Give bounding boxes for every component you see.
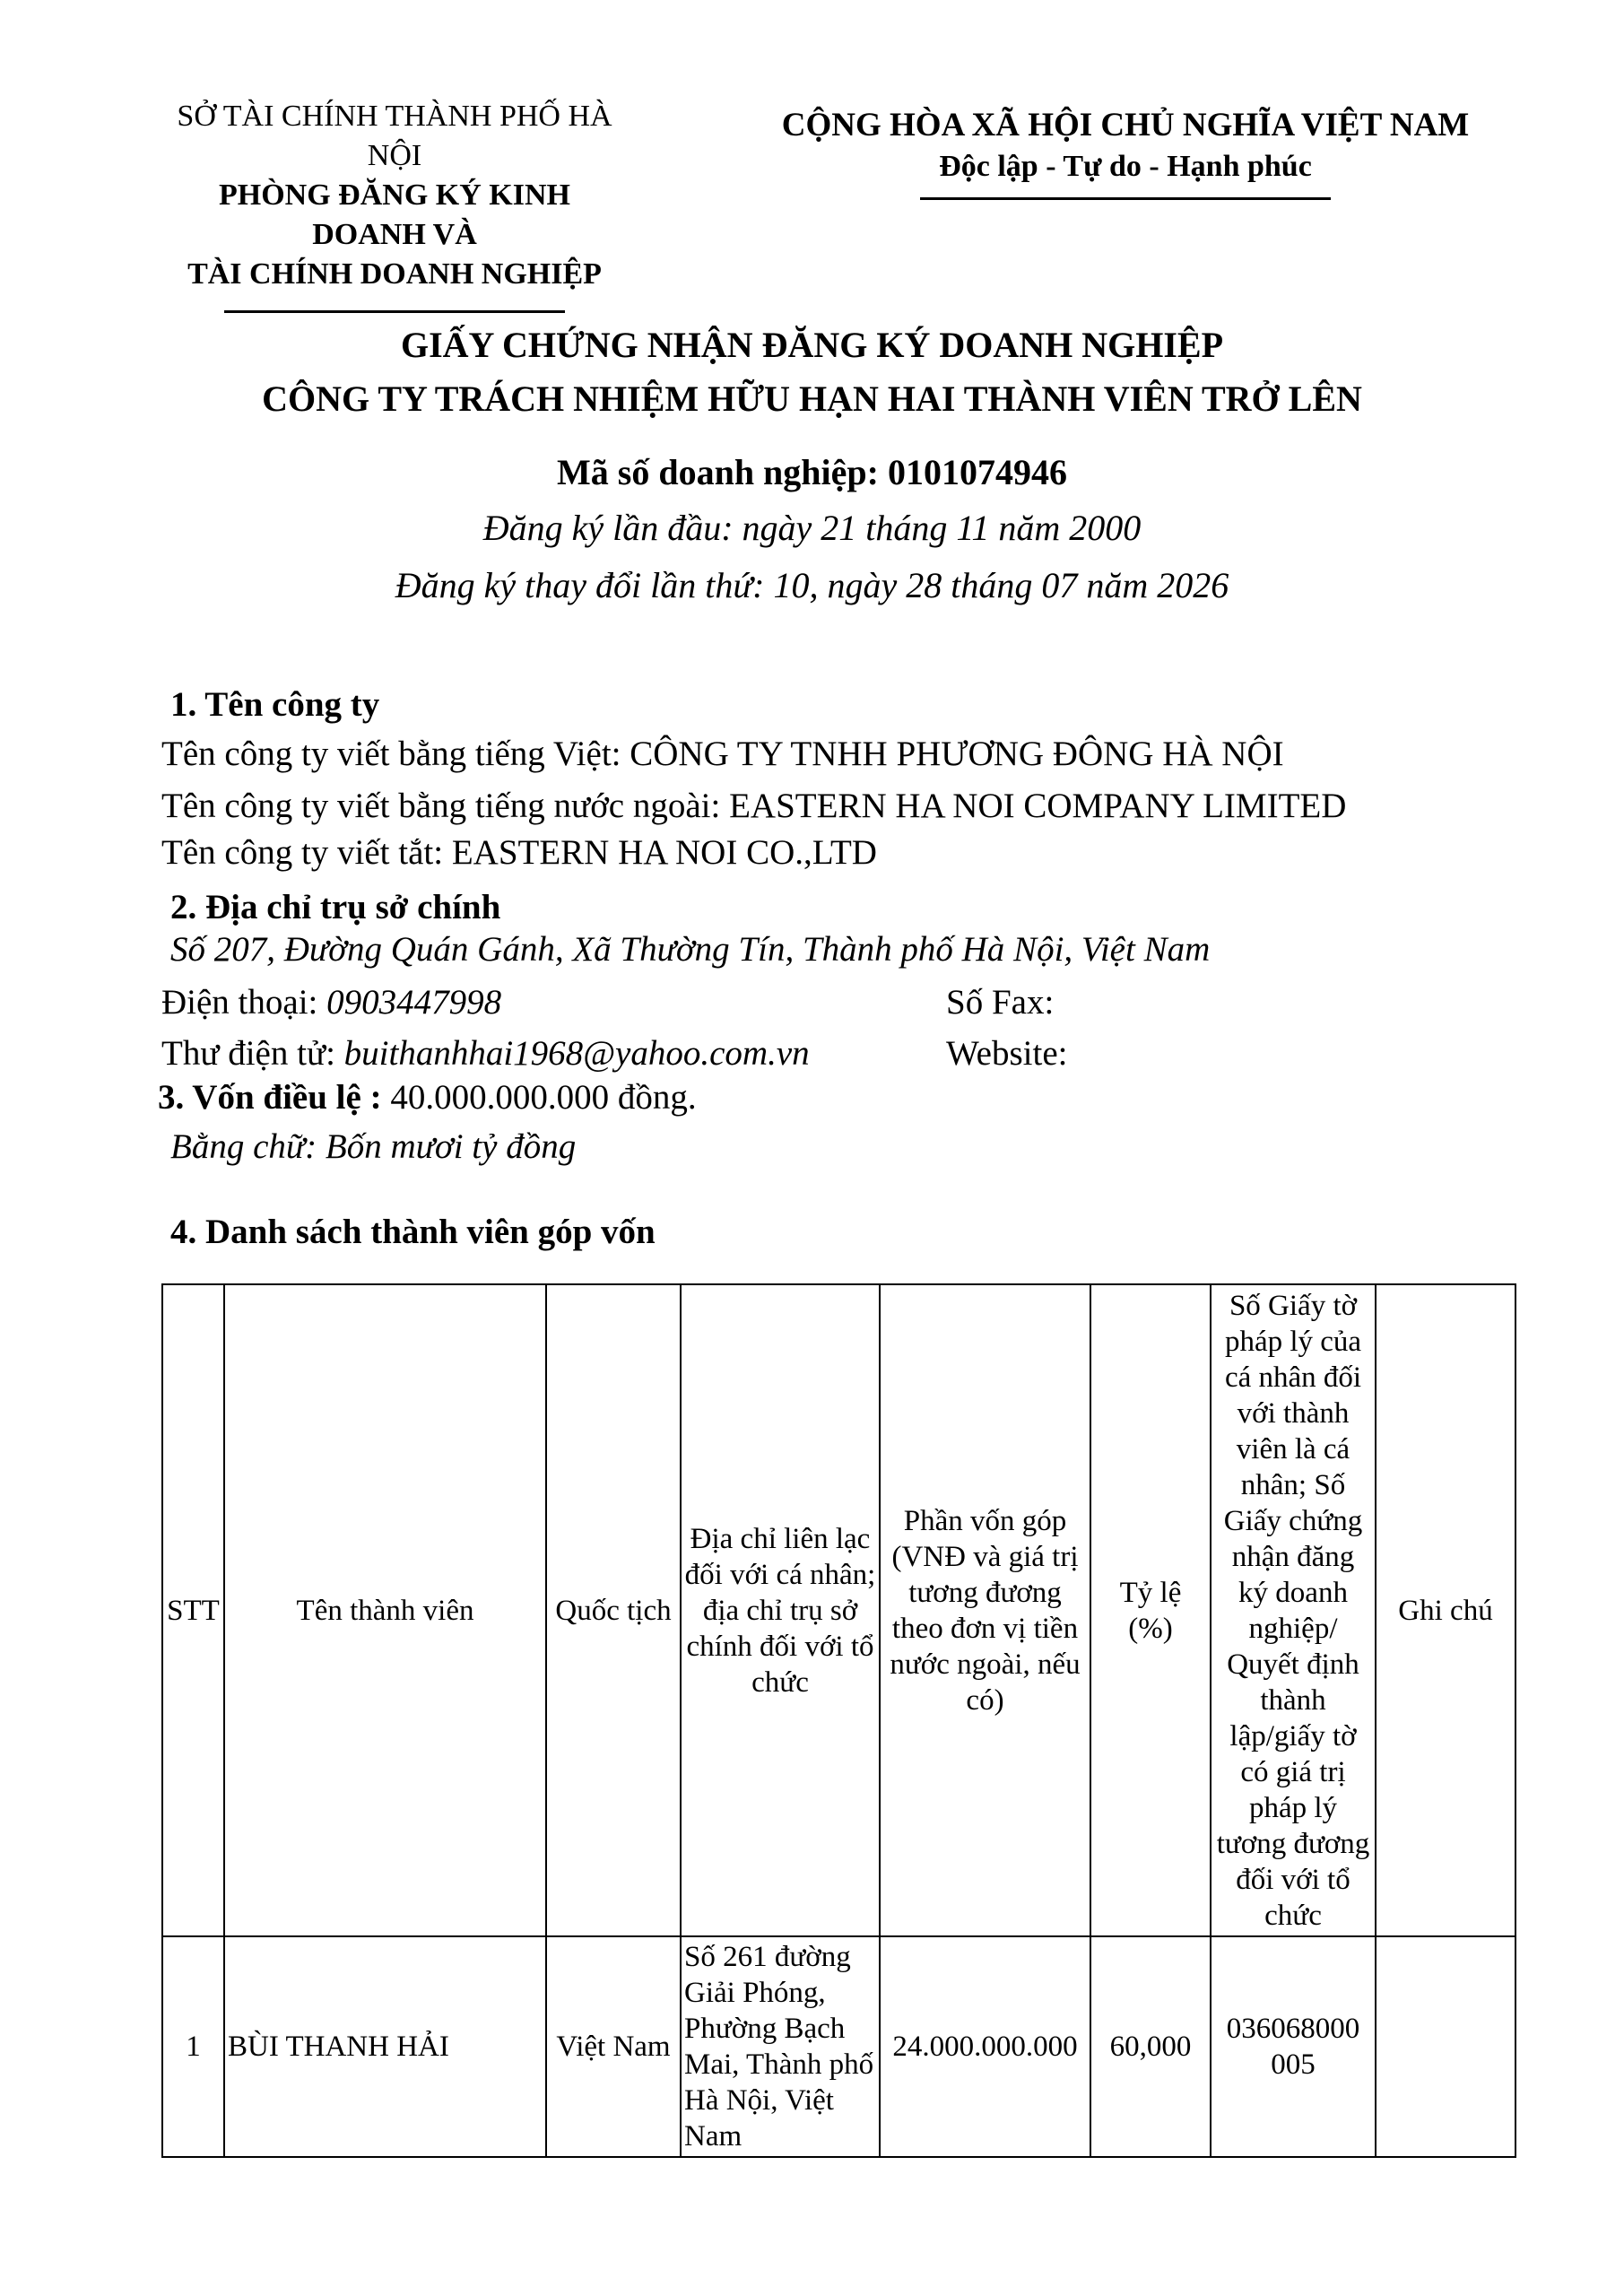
col-header-ratio: Tỷ lệ (%): [1090, 1284, 1211, 1936]
section-company-name-heading: 1. Tên công ty: [170, 685, 380, 724]
col-header-legal-doc: Số Giấy tờ pháp lý của cá nhân đối với thành viên là cá nhân; Số Giấy chứng nhận đăng ký doanh nghiệp/ Quyết định thành lập/giấy tờ có giá trị pháp lý tương đương đối với tổ chức: [1211, 1284, 1376, 1936]
first-registration-date: Đăng ký lần đầu: ngày 21 tháng 11 năm 2000: [482, 508, 1142, 548]
cell-ratio: 60,000: [1090, 1936, 1211, 2157]
authority-department: SỞ TÀI CHÍNH THÀNH PHỐ HÀ NỘI: [177, 100, 612, 172]
enterprise-code: Mã số doanh nghiệp: 0101074946: [557, 452, 1067, 492]
company-name-foreign: Tên công ty viết bằng tiếng nước ngoài: EASTERN HA NOI COMPANY LIMITED: [161, 787, 1347, 825]
cell-address: Số 261 đường Giải Phóng, Phường Bạch Mai, Thành phố Hà Nội, Việt Nam: [681, 1936, 880, 2157]
certificate-title: GIẤY CHỨNG NHẬN ĐĂNG KÝ DOANH NGHIỆP: [400, 325, 1224, 365]
cell-member-name: BÙI THANH HẢI: [224, 1936, 546, 2157]
cell-legal-doc: 036068000 005: [1211, 1936, 1376, 2157]
website-label: Website:: [946, 1034, 1068, 1073]
authority-office-line1: PHÒNG ĐĂNG KÝ KINH DOANH VÀ: [219, 178, 570, 251]
cell-nationality: Việt Nam: [546, 1936, 681, 2157]
section-charter-capital-heading: 3. Vốn điều lệ :: [158, 1078, 382, 1117]
head-office-address: Số 207, Đường Quán Gánh, Xã Thường Tín, Thành phố Hà Nội, Việt Nam: [170, 930, 1211, 969]
cell-stt: 1: [162, 1936, 224, 2157]
charter-capital-in-words: Bằng chữ: Bốn mươi tỷ đồng: [170, 1127, 577, 1166]
charter-capital-amount: 40.000.000.000 đồng.: [390, 1078, 697, 1117]
national-motto-block: [753, 104, 1498, 200]
col-header-note: Ghi chú: [1376, 1284, 1515, 1936]
company-name-short: Tên công ty viết tắt: EASTERN HA NOI CO.,LTD: [161, 833, 877, 872]
email-row: [161, 1031, 810, 1077]
charter-capital-row: [158, 1074, 697, 1121]
phone-row: [161, 979, 501, 1026]
cell-note: [1376, 1936, 1515, 2157]
col-header-address: Địa chỉ liên lạc đối với cá nhân; địa chỉ trụ sở chính đối với tổ chức: [681, 1284, 880, 1936]
col-header-capital: Phần vốn góp (VNĐ và giá trị tương đương theo đơn vị tiền nước ngoài, nếu có): [880, 1284, 1090, 1936]
col-header-stt: STT: [162, 1284, 224, 1936]
certificate-title-block: [0, 318, 1624, 614]
company-name-vietnamese: Tên công ty viết bằng tiếng Việt: CÔNG TY TNHH PHƯƠNG ĐÔNG HÀ NỘI: [161, 735, 1284, 773]
email-label: Thư điện tử:: [161, 1034, 335, 1073]
section-head-office-heading: 2. Địa chỉ trụ sở chính: [170, 888, 501, 926]
col-header-member-name: Tên thành viên: [224, 1284, 546, 1936]
authority-office-line2: TÀI CHÍNH DOANH NGHIỆP: [187, 257, 602, 291]
country-name: CỘNG HÒA XÃ HỘI CHỦ NGHĨA VIỆT NAM: [781, 107, 1470, 144]
national-motto: Độc lập - Tự do - Hạnh phúc: [939, 150, 1312, 183]
issuing-authority-block: [161, 97, 628, 313]
fax-label: Số Fax:: [946, 983, 1055, 1022]
members-table: [161, 1283, 1516, 2158]
email-value: buithanhhai1968@yahoo.com.vn: [343, 1034, 810, 1073]
authority-underline: [224, 310, 565, 313]
table-row: [162, 1936, 1515, 2157]
change-registration-info: Đăng ký thay đổi lần thứ: 10, ngày 28 tháng 07 năm 2026: [395, 565, 1229, 605]
motto-underline: [920, 197, 1331, 200]
col-header-nationality: Quốc tịch: [546, 1284, 681, 1936]
phone-value: 0903447998: [326, 983, 502, 1022]
table-header-row: [162, 1284, 1515, 1936]
company-type: CÔNG TY TRÁCH NHIỆM HỮU HẠN HAI THÀNH VIÊN TRỞ LÊN: [262, 378, 1362, 419]
phone-label: Điện thoại:: [161, 983, 318, 1022]
cell-capital: 24.000.000.000: [880, 1936, 1090, 2157]
section-members-heading: 4. Danh sách thành viên góp vốn: [170, 1213, 656, 1251]
